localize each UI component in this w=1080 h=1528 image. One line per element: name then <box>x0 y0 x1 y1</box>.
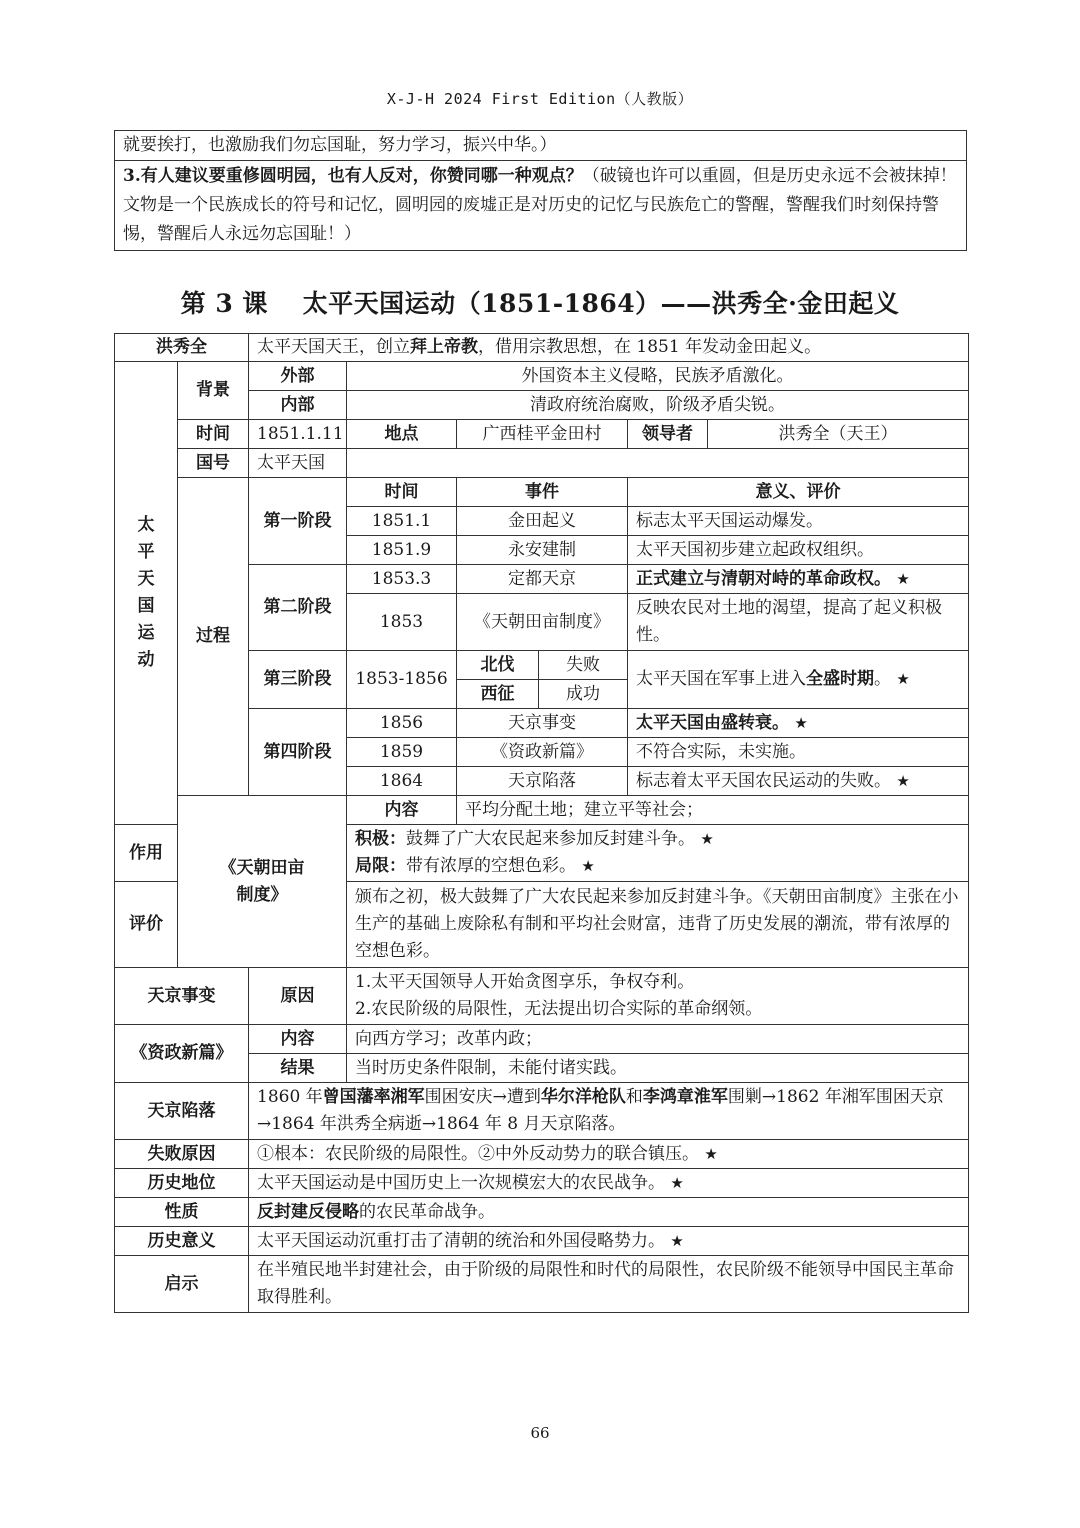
lesson-label: 启示 <box>115 1256 249 1313</box>
tianchao-content-label: 内容 <box>347 796 457 825</box>
stage-2-event-1: 定都天京 <box>457 565 628 594</box>
page-header: X-J-H 2024 First Edition（人教版） <box>386 90 694 108</box>
question-3-label: 3.有人建议要重修圆明园，也有人反对，你赞同哪一种观点？ <box>123 166 583 186</box>
status-label: 历史地位 <box>115 1169 249 1198</box>
zizheng-content: 向西方学习；改革内政； <box>347 1025 969 1054</box>
external-text: 外国资本主义侵略，民族矛盾激化。 <box>347 362 969 391</box>
table-row <box>115 796 969 825</box>
star-icon: ★ <box>700 830 714 848</box>
stage-4-meaning-2: 不符合实际，未实施。 <box>628 738 969 767</box>
stage-3-time: 1853-1856 <box>347 651 457 709</box>
stage-1-time-1: 1851.1 <box>347 507 457 536</box>
fall-text: 1860 年曾国藩率湘军围困安庆→遭到华尔洋枪队和李鸿章淮军围剿→1862 年湘军围困天京→1864 年洪秀全病逝→1864 年 8 月天京陷落。 <box>249 1083 969 1140</box>
empty-cell <box>347 449 969 478</box>
star-icon: ★ <box>794 713 808 732</box>
north-label: 北伐 <box>457 651 539 680</box>
stage-4-time-3: 1864 <box>347 767 457 796</box>
west-label: 西征 <box>457 680 539 709</box>
place-label: 地点 <box>347 420 457 449</box>
place-value: 广西桂平金田村 <box>457 420 628 449</box>
question-3-answer: （破镜也许可以重圆，但是历史永远不会被抹掉！文物是一个民族成长的符号和记忆，圆明园的废墟正是对历史的记忆与民族危亡的警醒，警醒我们时刻保持警惕，警醒后人永远勿忘国耻！） <box>123 166 957 244</box>
external-label: 外部 <box>249 362 347 391</box>
leader-value: 洪秀全（天王） <box>708 420 969 449</box>
star-icon: ★ <box>670 1231 684 1250</box>
stage-1-meaning-2: 太平天国初步建立起政权组织。 <box>628 536 969 565</box>
movement-label <box>115 362 178 825</box>
stage-4-event-1: 天京事变 <box>457 709 628 738</box>
header-time: 时间 <box>347 478 457 507</box>
fall-label: 天京陷落 <box>115 1083 249 1140</box>
time-value: 1851.1.11 <box>249 420 347 449</box>
failure-text: ①根本：农民阶级的局限性。②中外反动势力的联合镇压。 ★ <box>249 1140 969 1169</box>
country-label: 国号 <box>178 449 249 478</box>
stage-4-meaning-3: 标志着太平天国农民运动的失败。 ★ <box>628 767 969 796</box>
leader-label: 领导者 <box>628 420 708 449</box>
stage-2-time-2: 1853 <box>347 594 457 651</box>
page-number: 66 <box>530 1424 550 1442</box>
stage-1-event-2: 永安建制 <box>457 536 628 565</box>
significance-text: 太平天国运动沉重打击了清朝的统治和外国侵略势力。 ★ <box>249 1227 969 1256</box>
tianchao-eval: 颁布之初，极大鼓舞了广大农民起来参加反封建斗争。《天朝田亩制度》主张在小生产的基础上废除私有制和平均社会财富，违背了历史发展的潮流，带有浓厚的空想色彩。 <box>347 882 969 968</box>
incident-label: 天京事变 <box>115 968 249 1025</box>
stage-1-time-2: 1851.9 <box>347 536 457 565</box>
zizheng-result: 当时历史条件限制，未能付诸实践。 <box>347 1054 969 1083</box>
tianchao-effect: 积极：鼓舞了广大农民起来参加反封建斗争。 ★ 局限：带有浓厚的空想色彩。 ★ <box>347 825 969 882</box>
background-label: 背景 <box>178 362 249 420</box>
zizheng-label: 《资政新篇》 <box>115 1025 249 1083</box>
table-row <box>115 362 969 391</box>
time-label: 时间 <box>178 420 249 449</box>
process-label: 过程 <box>178 478 249 796</box>
incident-reasons: 1.太平天国领导人开始贪图享乐，争权夺利。 2.农民阶级的局限性，无法提出切合实际的革命纲领。 <box>347 968 969 1025</box>
stage-4-meaning-1: 太平天国由盛转衰。 ★ <box>628 709 969 738</box>
table-row <box>115 478 969 507</box>
stage-2-meaning-2: 反映农民对土地的渴望，提高了起义积极性。 <box>628 594 969 651</box>
tianchao-effect-label: 作用 <box>115 825 178 882</box>
stage-2-meaning-1: 正式建立与清朝对峙的革命政权。 ★ <box>628 565 969 594</box>
stage-3-label: 第三阶段 <box>249 651 347 709</box>
hong-label: 洪秀全 <box>115 334 249 362</box>
nature-label: 性质 <box>115 1198 249 1227</box>
table-row <box>115 1256 969 1313</box>
star-icon: ★ <box>896 569 910 588</box>
table-row <box>115 1025 969 1054</box>
stage-4-event-3: 天京陷落 <box>457 767 628 796</box>
prev-answer-line: 就要挨打，也激励我们勿忘国耻，努力学习，振兴中华。） <box>115 131 966 161</box>
previous-qa-box <box>114 130 967 251</box>
table-row <box>115 449 969 478</box>
star-icon: ★ <box>670 1173 684 1192</box>
nature-text: 反封建反侵略的农民革命战争。 <box>249 1198 969 1227</box>
north-result: 失败 <box>539 651 628 680</box>
stage-1-meaning-1: 标志太平天国运动爆发。 <box>628 507 969 536</box>
stage-4-event-2: 《资政新篇》 <box>457 738 628 767</box>
stage-4-label: 第四阶段 <box>249 709 347 796</box>
country-value: 太平天国 <box>249 449 347 478</box>
lesson-title: 第 3 课 太平天国运动（1851-1864）——洪秀全·金田起义 <box>180 289 900 318</box>
stage-1-event-1: 金田起义 <box>457 507 628 536</box>
zizheng-result-label: 结果 <box>249 1054 347 1083</box>
failure-label: 失败原因 <box>115 1140 249 1169</box>
significance-label: 历史意义 <box>115 1227 249 1256</box>
stage-2-time-1: 1853.3 <box>347 565 457 594</box>
table-row <box>115 1140 969 1169</box>
hong-text: 太平天国天王，创立拜上帝教，借用宗教思想，在 1851 年发动金田起义。 <box>249 334 969 362</box>
internal-text: 清政府统治腐败，阶级矛盾尖锐。 <box>347 391 969 420</box>
table-row <box>115 1198 969 1227</box>
incident-reason-label: 原因 <box>249 968 347 1025</box>
star-icon: ★ <box>581 857 595 875</box>
tianchao-label-text: 《天朝田亩制度》 <box>219 857 305 905</box>
movement-label-text: 太平天国运动 <box>137 515 155 670</box>
stage-1-label: 第一阶段 <box>249 478 347 565</box>
stage-4-time-1: 1856 <box>347 709 457 738</box>
table-row <box>115 1083 969 1140</box>
tianchao-content: 平均分配土地；建立平等社会； <box>457 796 969 825</box>
lesson-table <box>114 333 969 1313</box>
stage-2-event-2: 《天朝田亩制度》 <box>457 594 628 651</box>
table-row <box>115 968 969 1025</box>
star-icon: ★ <box>896 670 910 688</box>
lesson-text: 在半殖民地半封建社会，由于阶级的局限性和时代的局限性，农民阶级不能领导中国民主革命取得胜利。 <box>249 1256 969 1313</box>
star-icon: ★ <box>896 771 910 790</box>
header-meaning: 意义、评价 <box>628 478 969 507</box>
west-result: 成功 <box>539 680 628 709</box>
stage-4-time-2: 1859 <box>347 738 457 767</box>
table-row <box>115 1227 969 1256</box>
stage-2-label: 第二阶段 <box>249 565 347 651</box>
header-event: 事件 <box>457 478 628 507</box>
table-row <box>115 1169 969 1198</box>
table-row <box>115 420 969 449</box>
tianchao-label <box>178 796 347 968</box>
table-row <box>115 334 969 362</box>
zizheng-content-label: 内容 <box>249 1025 347 1054</box>
internal-label: 内部 <box>249 391 347 420</box>
tianchao-eval-label: 评价 <box>115 882 178 968</box>
question-3 <box>115 161 966 250</box>
status-text: 太平天国运动是中国历史上一次规模宏大的农民战争。 ★ <box>249 1169 969 1198</box>
star-icon: ★ <box>704 1144 718 1163</box>
stage-3-meaning: 太平天国在军事上进入全盛时期。 ★ <box>628 651 969 709</box>
